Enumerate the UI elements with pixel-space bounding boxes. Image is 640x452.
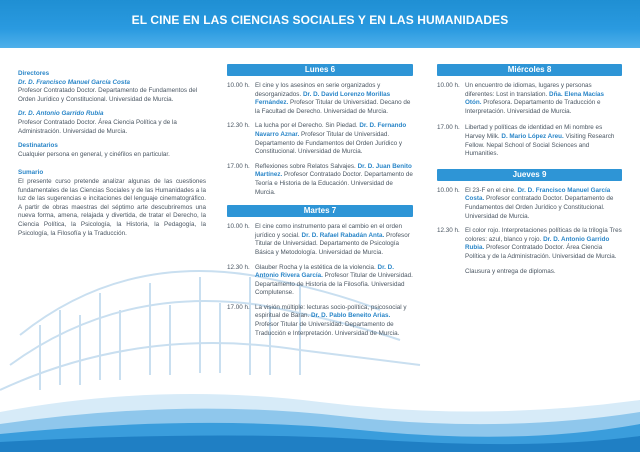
session-speaker: Dr. D. Rafael Rabadán Anta. — [301, 231, 386, 239]
director-1-name: Dr. D. Francisco Manuel García Costa — [18, 78, 130, 86]
schedule-column-1 — [227, 64, 413, 338]
session-speaker: Dr. D. Antonio Rivera García. — [255, 263, 394, 280]
session-speaker: Dr. D. David Lorenzo Morillas Fernández. — [255, 90, 391, 107]
session-speaker-desc: Profesor contratado Doctor. Departamento de Fundamentos del Orden Jurídico y Constitucional. Universidad de Murcia. — [465, 195, 614, 220]
session-speaker: D. Mario López Areu. — [501, 132, 566, 140]
header-bar — [0, 0, 640, 48]
session-title: La lucha por el Derecho. Sin Piedad. — [255, 122, 360, 130]
session-time: 17.00 h. — [227, 303, 250, 311]
session-time: 12.30 h. — [437, 227, 460, 235]
session-time: 17.00 h. — [437, 124, 460, 132]
director-2-name: Dr. D. Antonio Garrido Rubia — [18, 110, 104, 118]
session-speaker: Dr. D. Fernando Navarro Aznar. — [255, 122, 407, 138]
session-time: 10.00 h. — [227, 82, 250, 89]
session-time: 17.00 h. — [227, 162, 250, 170]
session-speaker: Dr. D. Juan Benito Martínez. — [255, 162, 412, 179]
session-speaker: Dr. D. Francisco Manuel García Costa. — [465, 186, 611, 203]
session-entry — [437, 227, 622, 261]
session-entry — [437, 187, 622, 221]
session-time: 12.30 h. — [227, 263, 250, 271]
session-entry — [227, 304, 413, 338]
sumario-heading: Sumario — [18, 169, 44, 177]
session-title: Libertad y políticas de identidad en Mi nombre es Harvey Milk. — [465, 124, 603, 140]
session-speaker-desc: Profesor Titular de Universidad. Departamento de Traducción e Interpretación. Universidad de Murcia. — [255, 321, 400, 337]
session-speaker-desc: Profesor Titular de Universidad. Departamento de Psicología Básica y Metodología. Universidad de Murcia. — [255, 231, 410, 256]
page-title: EL CINE EN LAS CIENCIAS SOCIALES Y EN LAS HUMANIDADES — [131, 13, 509, 27]
closing-entry — [437, 268, 622, 277]
session-title: El color rojo. Interpretaciones políticas de la trilogía Tres colores: azul, blanco y rojo. — [465, 227, 622, 243]
session-speaker-desc: Profesor Contratado Doctor. Departamento de Teoría e Historia de la Educación. Universidad de Murcia. — [255, 171, 413, 196]
session-time: 12.30 h. — [227, 122, 250, 130]
session-entry — [227, 82, 413, 116]
info-column — [18, 70, 206, 238]
session-speaker-desc: Profesora. Departamento de Traducción e Interpretación. Universidad de Murcia. — [465, 99, 601, 115]
destinatarios-heading: Destinatarios — [18, 142, 58, 150]
session-entry — [437, 82, 622, 116]
session-speaker: Dña. Elena Macías Otón. — [465, 90, 604, 107]
session-entry — [437, 124, 622, 158]
session-time: 10.00 h. — [227, 223, 250, 231]
session-title: La visión múltiple: lecturas socio-política, psicosocial y espiritual de Baran. — [255, 303, 407, 320]
session-entry — [227, 264, 413, 298]
session-title: Glauber Rocha y la estética de la violencia. — [255, 263, 378, 271]
session-speaker-desc: Visiting Research Fellow. Nepal School of Social Sciences and Humanities. — [465, 132, 615, 158]
day-header-miercoles: Miércoles 8 — [437, 64, 622, 76]
wave-decoration — [0, 372, 640, 452]
director-1-desc: Profesor Contratado Doctor. Departamento de Fundamentos del Orden Jurídico y Constitucional. Universidad de Murcia. — [18, 87, 198, 103]
session-time: 10.00 h. — [437, 186, 460, 194]
session-speaker: Dr. D. Antonio Garrido Rubia. — [465, 235, 610, 252]
director-2-desc: Profesor Contratado Doctor. Área Ciencia Política y de la Administración. Universidad de Murcia. — [18, 118, 177, 135]
session-speaker-desc: Profesor Titular de Universidad. Departamento de Historia de la Filosofía. Universidad Complutense. — [255, 272, 413, 297]
sumario-text: El presente curso pretende analizar algunas de las cuestiones fundamentales de las Ciencias Sociales y de las Humanidades a la luz de las sugerencias e incitaciones del lenguaje cinematográfico. A partir de obras maestras del séptimo arte descubriremos una nueva forma, amena, relajada y divertida, de tratar el Derecho, la Ciencia Política, la Psicología, la Historia, la Pedagogía, la Psicología, la Filosofía y la Traducción. — [18, 177, 206, 237]
session-title: Un encuentro de idiomas, lugares y personas diferentes: Lost in translation. — [465, 82, 592, 98]
session-title: El cine y los asesinos en serie organizados y desorganizados. — [255, 82, 381, 98]
session-entry — [227, 122, 413, 156]
directores-heading: Directores — [18, 70, 50, 77]
session-speaker-desc: Profesor Titular de Universidad. Departamento de Fundamentos del Orden Jurídico y Constitucional. Universidad de Murcia. — [255, 130, 403, 156]
session-title: El cine como instrumento para el cambio en el orden jurídico y social. — [255, 223, 403, 239]
day-header-lunes: Lunes 6 — [227, 64, 413, 76]
session-title: Reflexiones sobre Relatos Salvajes. — [255, 162, 358, 170]
session-speaker: Dr. D. Pablo Beneito Arias. — [311, 312, 391, 320]
session-time: 10.00 h. — [437, 82, 460, 89]
session-entry — [227, 163, 413, 197]
session-speaker-desc: Profesor Titular de Universidad. Decano de la Facultad de Derecho. Universidad de Murcia. — [255, 99, 411, 115]
destinatarios-text: Cualquier persona en general, y cinéfilos en particular. — [18, 150, 170, 158]
schedule-column-2 — [437, 64, 622, 276]
day-header-jueves: Jueves 9 — [437, 169, 622, 181]
session-title: El 23-F en el cine. — [465, 186, 518, 194]
closing-text: Clausura y entrega de diplomas. — [465, 267, 556, 275]
day-header-martes: Martes 7 — [227, 205, 413, 217]
session-entry — [227, 223, 413, 257]
session-speaker-desc: Profesor Contratado Doctor. Área Ciencia Política y de la Administración. Universidad de Murcia. — [465, 244, 617, 260]
